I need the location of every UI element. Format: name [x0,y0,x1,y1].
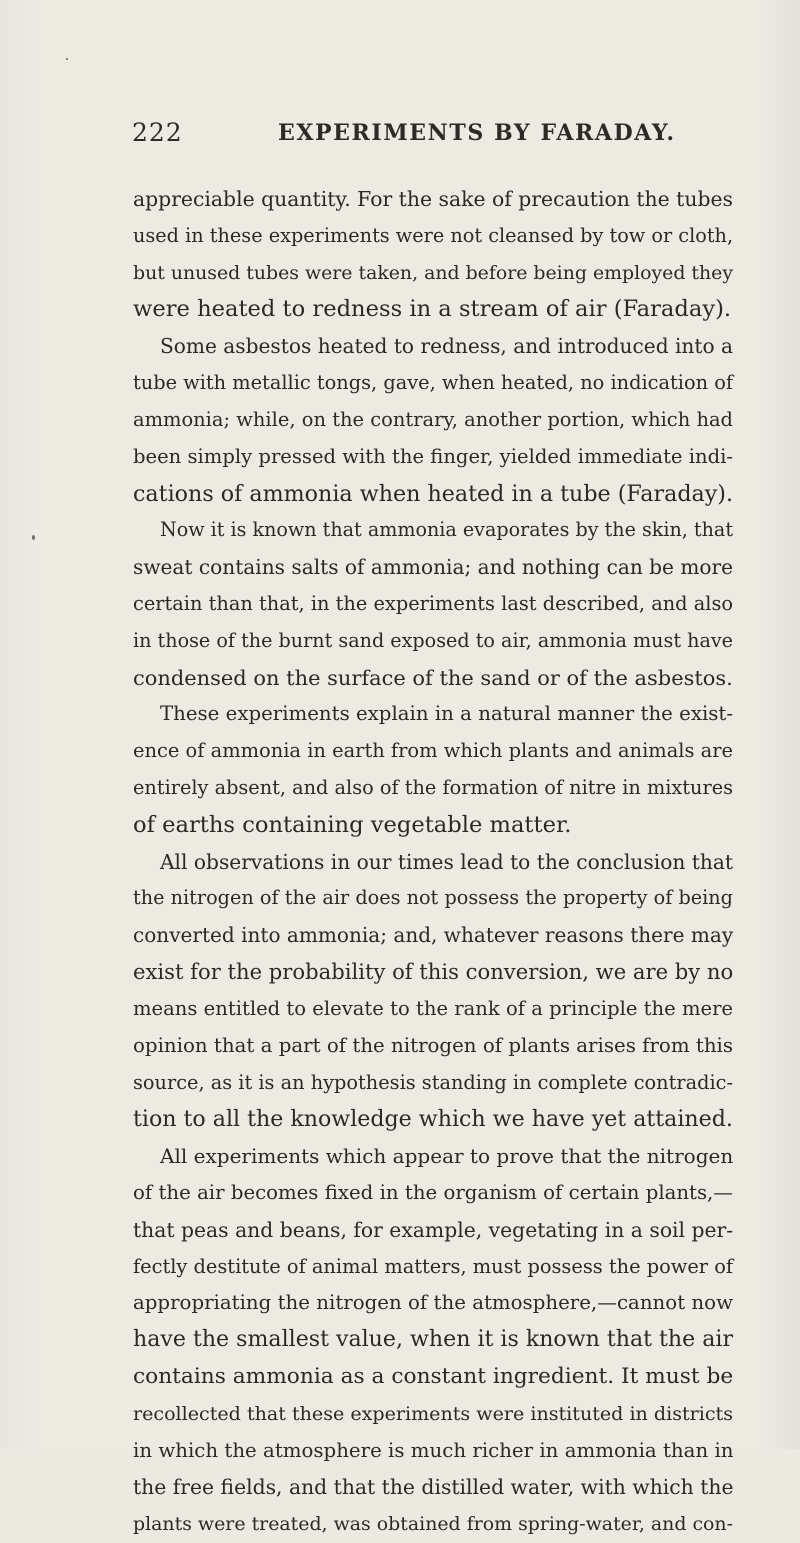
text-line: contains ammonia as a constant ingredient. It must be [133,1364,734,1389]
text-line: that peas and beans, for example, vegetating in a soil per- [133,1217,734,1242]
text-line: ammonia; while, on the contrary, another portion, which had [133,407,733,431]
text-line: tion to all the knowledge which we have yet attained. [133,1106,733,1133]
text-line: cations of ammonia when heated in a tube (Faraday). [133,480,734,507]
text-line: but unused tubes were taken, and before being employed they [133,261,733,284]
text-line: tube with metallic tongs, gave, when heated, no indication of [133,371,733,395]
text-line: fectly destitute of animal matters, must possess the power of [133,1254,734,1278]
page-header [132,118,752,158]
text-line: These experiments explain in a natural manner the exist- [160,702,733,726]
text-line: source, as it is an hypothesis standing in complete contradic- [133,1070,733,1094]
paper-speck [66,58,68,60]
body-text [133,181,733,1543]
text-line: the free fields, and that the distilled water, with which the [133,1475,734,1500]
text-line: have the smallest value, when it is known that the air [133,1327,733,1353]
text-line: ence of ammonia in earth from which plants and animals are [133,739,733,763]
text-line: in which the atmosphere is much richer in ammonia than in [133,1438,734,1462]
text-line: converted into ammonia; and, whatever reasons there may [133,923,734,948]
text-line: of the air becomes fixed in the organism of certain plants,— [133,1180,733,1204]
text-line: Some asbestos heated to redness, and introduced into a [160,334,733,359]
running-title: EXPERIMENTS BY FARADAY. [278,120,676,146]
text-line: in those of the burnt sand exposed to air, ammonia must have [133,628,733,652]
text-line: been simply pressed with the finger, yielded immediate indi- [133,444,733,468]
text-line: used in these experiments were not cleansed by tow or cloth, [133,223,734,247]
text-line: opinion that a part of the nitrogen of plants arises from this [133,1033,734,1057]
text-line: appreciable quantity. For the sake of precaution the tubes [133,187,733,211]
text-line: certain than that, in the experiments last described, and also [133,591,733,615]
text-line: All experiments which appear to prove that the nitrogen [160,1144,734,1169]
text-line: exist for the probability of this conversion, we are by no [133,959,734,985]
text-line: condensed on the surface of the sand or of the asbestos. [133,665,733,690]
text-line: means entitled to elevate to the rank of a principle the mere [133,996,733,1020]
text-line: sweat contains salts of ammonia; and nothing can be more [133,555,734,580]
paper-speck [32,535,35,540]
text-line: recollected that these experiments were instituted in districts [133,1402,733,1425]
text-line: Now it is known that ammonia evaporates by the skin, that [160,518,733,542]
text-line: All observations in our times lead to the conclusion that [160,849,733,874]
page-number: 222 [132,118,183,147]
text-line: plants were treated, was obtained from spring-water, and con- [133,1513,733,1536]
text-line: the nitrogen of the air does not possess the property of being [133,886,733,910]
text-line: appropriating the nitrogen of the atmosphere,—cannot now [133,1291,733,1315]
text-line: of earths containing vegetable matter. [133,811,572,838]
text-line: entirely absent, and also of the formation of nitre in mixtures [133,776,733,799]
text-line: were heated to redness in a stream of air (Faraday). [133,296,732,323]
